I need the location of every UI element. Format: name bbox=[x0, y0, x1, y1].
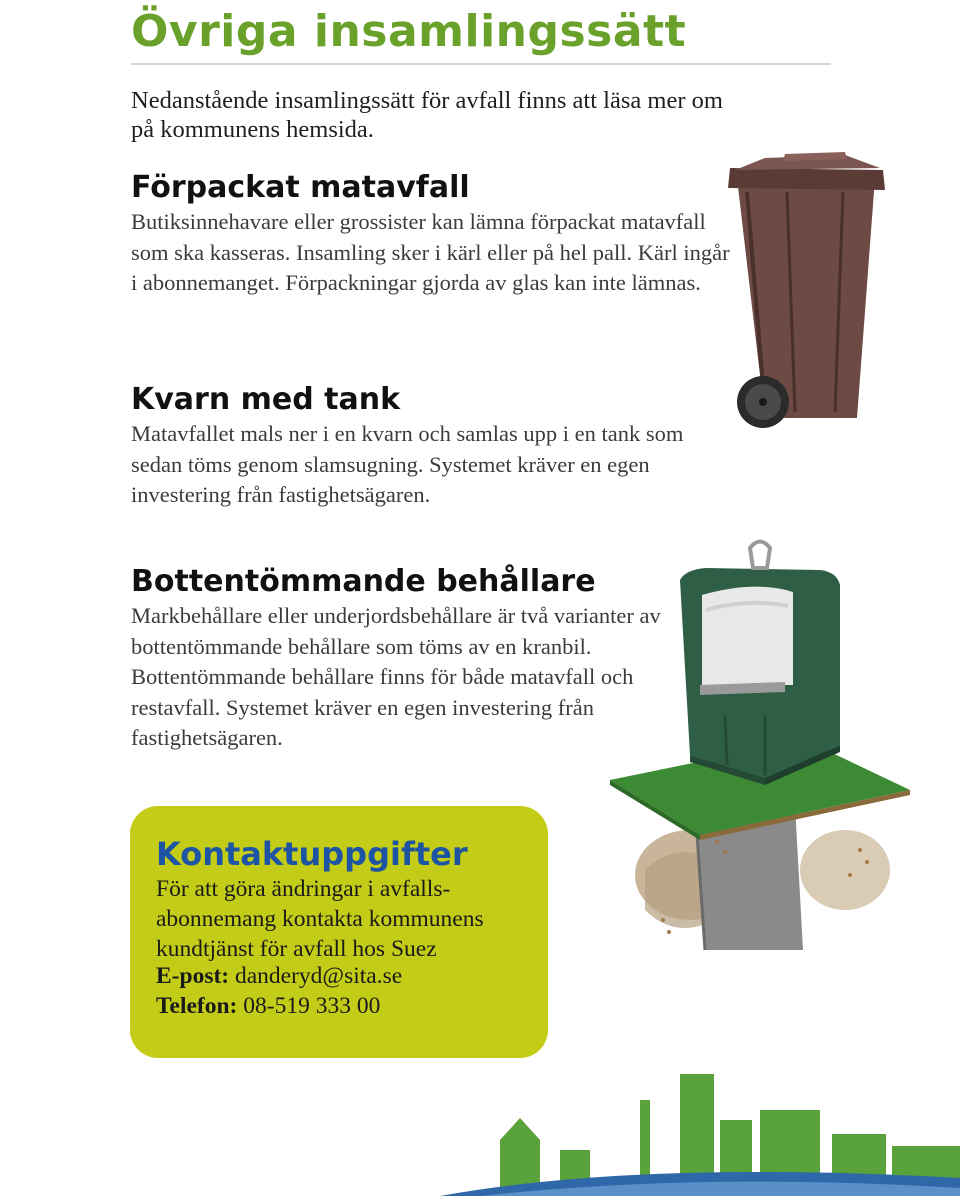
contact-email bbox=[156, 963, 402, 990]
brown-wheelie-bin-icon bbox=[725, 150, 895, 440]
contact-heading: Kontaktuppgifter bbox=[156, 835, 468, 873]
town-skyline-icon bbox=[440, 1060, 960, 1196]
phone-value[interactable]: 08-519 333 00 bbox=[243, 993, 381, 1019]
section-body-bottom-emptying: Markbehållare eller underjordsbehållare är två varianter av bottentömmande behållare som töms av en kranbil. Bottentömmande behållare finns för både matavfall och restavfall. Systemet kräver en egen investering från fastighetsägaren. bbox=[131, 603, 661, 750]
email-label: E-post: bbox=[156, 963, 230, 989]
page-title: Övriga insamlingssätt bbox=[131, 6, 687, 57]
section-heading-bottom-emptying: Bottentömmande behållare bbox=[131, 564, 596, 599]
email-value[interactable]: danderyd@sita.se bbox=[235, 963, 403, 989]
contact-description: För att göra ändringar i avfallsabonnemang kontakta kommunens kundtjänst för avfall hos Suez bbox=[156, 876, 484, 963]
section-heading-grinder-tank: Kvarn med tank bbox=[131, 382, 401, 417]
bottom-emptying-container-icon bbox=[605, 540, 910, 960]
section-heading-packaged-food-waste: Förpackat matavfall bbox=[131, 170, 470, 205]
contact-phone bbox=[156, 993, 380, 1020]
phone-label: Telefon: bbox=[156, 993, 238, 1019]
section-body-grinder-tank: Matavfallet mals ner i en kvarn och samlas upp i en tank som sedan töms genom slamsugning. Systemet kräver en egen investering från fastighetsägaren. bbox=[131, 421, 684, 507]
title-divider bbox=[131, 63, 831, 65]
intro-text: Nedanstående insamlingssätt för avfall finns att läsa mer om på kommunens hemsida. bbox=[131, 87, 723, 143]
section-body-packaged-food-waste: Butiksinnehavare eller grossister kan lämna förpackat matavfall som ska kasseras. Insamling sker i kärl eller på hel pall. Kärl ingår i abonnemanget. Förpackningar gjorda av glas kan inte lämnas. bbox=[131, 209, 730, 295]
